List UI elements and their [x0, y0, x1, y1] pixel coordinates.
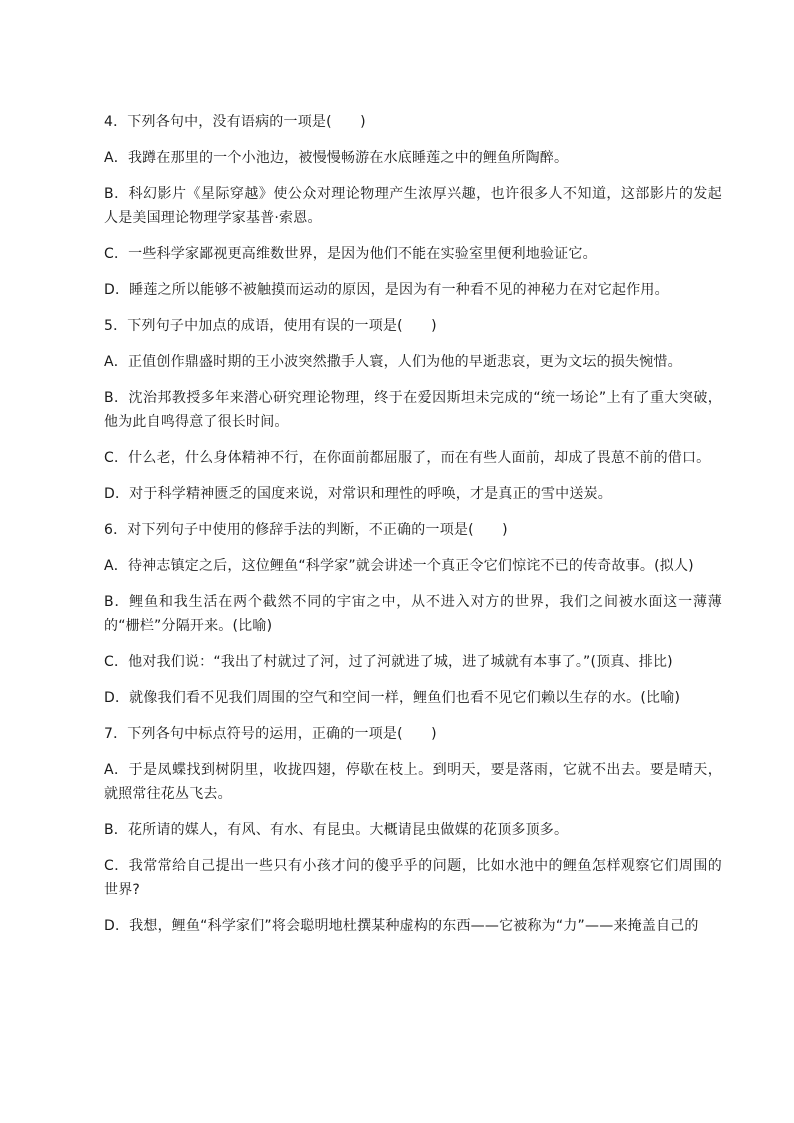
question-6-option-d: D．就像我们看不见我们周围的空气和空间一样，鲤鱼们也看不见它们赖以生存的水。(比喻) [104, 690, 681, 706]
question-7-option-c: C．我常常给自己提出一些只有小孩才问的傻乎乎的问题，比如水池中的鲤鱼怎样观察它们周围的世界? [104, 858, 722, 898]
question-4-option-c: C．一些科学家鄙视更高维数世界，是因为他们不能在实验室里便利地验证它。 [104, 246, 597, 262]
question-6-option-a: A．待神志镇定之后，这位鲤鱼“科学家”就会讲述一个真正令它们惊诧不已的传奇故事。(拟人) [104, 558, 694, 574]
question-5-stem: 5．下列句子中加点的成语，使用有误的一项是( ) [104, 318, 437, 334]
question-4-option-a: A．我蹲在那里的一个小池边，被慢慢畅游在水底睡莲之中的鲤鱼所陶醉。 [104, 150, 569, 166]
question-5-option-d: D．对于科学精神匮乏的国度来说，对常识和理性的呼唤，才是真正的雪中送炭。 [104, 486, 612, 502]
question-6-option-b: B．鲤鱼和我生活在两个截然不同的宇宙之中，从不进入对方的世界，我们之间被水面这一薄薄的“栅栏”分隔开来。(比喻) [104, 594, 722, 634]
question-7-option-b: B．花所请的媒人，有风、有水、有昆虫。大概请昆虫做媒的花顶多顶多。 [104, 822, 569, 838]
question-7-option-a: A．于是凤蝶找到树阴里，收拢四翅，停歇在枝上。到明天，要是落雨，它就不出去。要是晴天，就照常往花丛飞去。 [104, 762, 722, 802]
question-6-stem: 6．对下列句子中使用的修辞手法的判断，不正确的一项是( ) [104, 522, 508, 538]
question-7-option-d: D．我想，鲤鱼“科学家们”将会聪明地杜撰某种虚构的东西——它被称为“力”——来掩盖自己的 [104, 918, 699, 934]
question-4-option-d: D．睡莲之所以能够不被触摸而运动的原因，是因为有一种看不见的神秘力在对它起作用。 [104, 282, 669, 298]
question-7-stem: 7．下列各句中标点符号的运用，正确的一项是( ) [104, 726, 437, 742]
question-6-option-c: C．他对我们说：“我出了村就过了河，过了河就进了城，进了城就有本事了。”(顶真、排比) [104, 654, 673, 670]
question-list [104, 110, 722, 950]
question-5-option-c: C．什么老，什么身体精神不行，在你面前都屈服了，而在有些人面前，却成了畏葸不前的借口。 [104, 450, 711, 466]
question-4-stem: 4．下列各句中，没有语病的一项是( ) [104, 114, 366, 130]
question-5-option-b: B．沈治邦教授多年来潜心研究理论物理，终于在爱因斯坦未完成的“统一场论”上有了重大突破，他为此自鸣得意了很长时间。 [104, 390, 722, 430]
question-5-option-a: A．正值创作鼎盛时期的王小波突然撒手人寰，人们为他的早逝悲哀，更为文坛的损失惋惜。 [104, 354, 682, 370]
question-4-option-b: B．科幻影片《星际穿越》使公众对理论物理产生浓厚兴趣，也许很多人不知道，这部影片的发起人是美国理论物理学家基普·索恩。 [104, 186, 722, 226]
